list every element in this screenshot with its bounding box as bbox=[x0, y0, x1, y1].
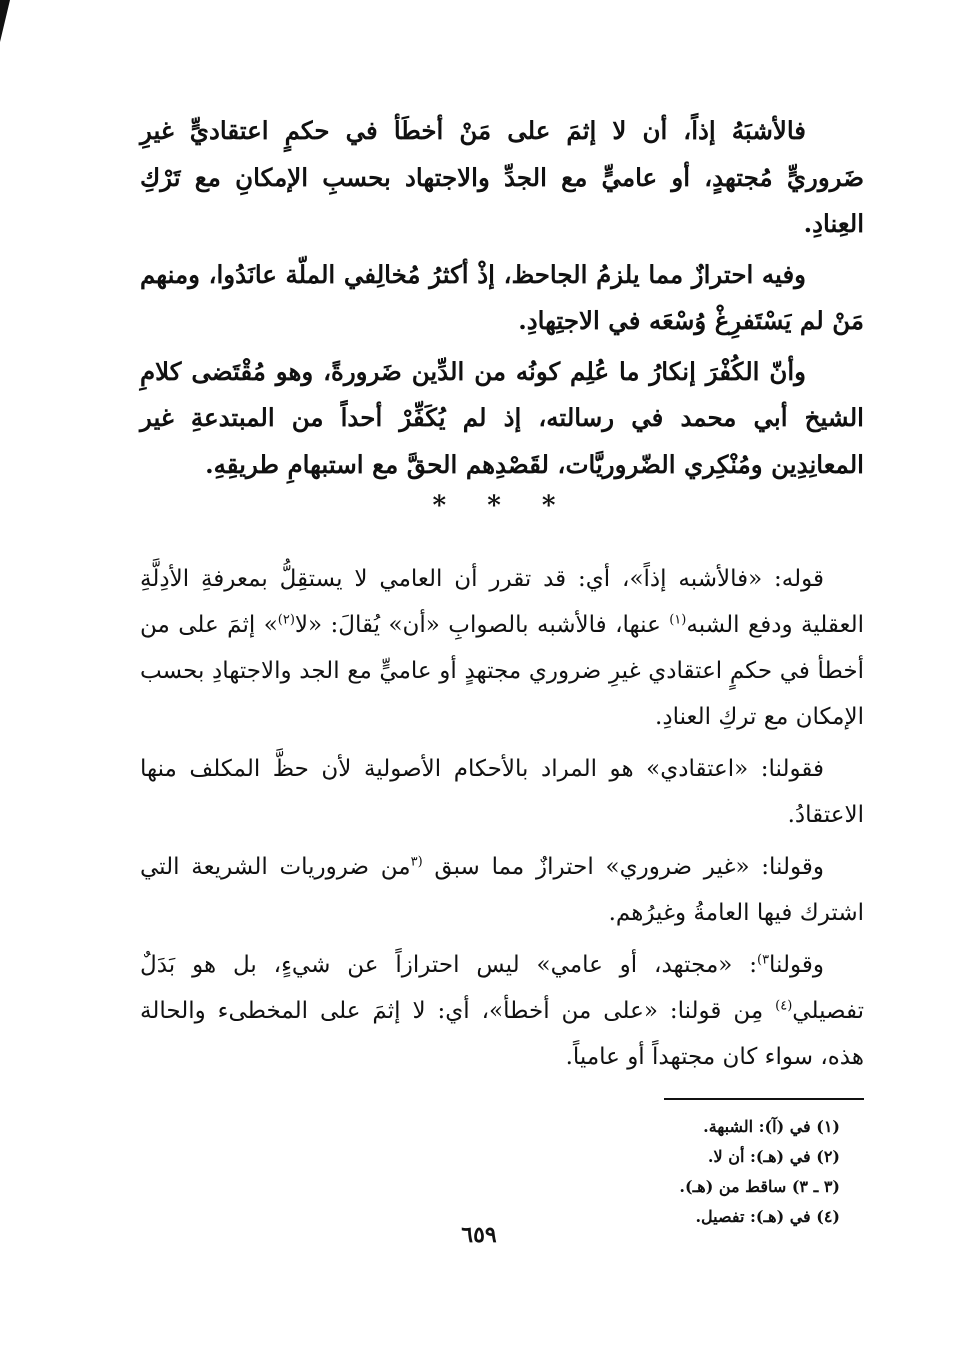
section-separator: * * * bbox=[432, 491, 572, 521]
footnote-1: (١) في (آ): الشبهة. bbox=[703, 1117, 840, 1136]
sharh-text bbox=[140, 556, 864, 1080]
footnote-4: (٤) في (هـ): تفصيل. bbox=[695, 1207, 840, 1226]
footnote-ref-3-start: (٣ bbox=[410, 854, 423, 870]
matn-paragraph-2: وفيه احترازٌ مما يلزمُ الجاحظ، إذْ أكثرُ مُخالِفي الملّة عانَدُوا، ومنهم مَنْ لم يَسْتَفرِغْ وُسْعَه في الاجتِهادِ. bbox=[140, 259, 864, 335]
footnote-ref-2: (٢) bbox=[277, 612, 295, 628]
sharh-p4-part-a: وقولنا bbox=[769, 952, 824, 978]
footnotes bbox=[140, 1112, 864, 1232]
sharh-paragraph-2: فقولنا: «اعتقادي» هو المراد بالأحكام الأصولية لأن حظَّ المكلف منها الاعتقادُ. bbox=[140, 756, 864, 828]
sharh-p3-part-b: من ضروريات الشريعة التي اشترك فيها العامةُ وغيرُهم. bbox=[140, 854, 864, 926]
matn-paragraph-1: فالأشبَهُ إذاً، أن لا إثمَ على مَنْ أخطَأ في حكمٍ اعتقاديٍّ غيرِ ضَروريٍّ مُجتهدٍ، أو عاميٍّ مع الجدِّ والاجتهاد بحسبِ الإمكانِ مع تَرْكِ العِنادِ. bbox=[140, 116, 864, 238]
corner-mark bbox=[0, 0, 16, 42]
footnote-2: (٢) في (هـ): أن لا. bbox=[707, 1147, 840, 1166]
sharh-p3-part-a: وقولنا: «غير ضروري» احترازٌ مما سبق bbox=[422, 854, 824, 880]
sharh-p1-part-c: » إثمَ على من أخطأ في حكمٍ اعتقادي غيرِ ضروري مجتهدٍ أو عاميٍّ مع الجد والاجتهادِ بحسب الإمكان مع تركِ العنادِ. bbox=[140, 612, 864, 730]
footnote-ref-3-end: ٣) bbox=[756, 952, 770, 968]
footnote-divider bbox=[664, 1098, 864, 1100]
sharh-p1-part-a: قوله: «فالأشبه إذاً»، أي: قد تقرر أن العامي لا يستقِلُّ بمعرفةِ الأدِلَّةِ العقلية ودفع الشبه bbox=[140, 566, 864, 638]
footnote-ref-4: (٤) bbox=[775, 998, 793, 1014]
footnote-ref-1: (١) bbox=[669, 612, 687, 628]
footnote-3: (٣ ـ ٣) ساقط من (هـ). bbox=[679, 1177, 840, 1196]
matn-text bbox=[140, 108, 864, 488]
sharh-paragraph-4 bbox=[140, 942, 864, 1080]
page-body bbox=[140, 108, 864, 1232]
sharh-p1-part-b: عنها، فالأشبه بالصوابِ «أن» يُقالَ: «لا bbox=[294, 612, 670, 638]
sharh-p4-part-c: مِن قولنا: «على من أخطأ»، أي: لا إثمَ على المخطىء والحالة هذه، سواء كان مجتهداً أو عامياً. bbox=[140, 998, 864, 1070]
matn-paragraph-3: وأنّ الكُفْرَ إنكارُ ما عُلِم كونُه من الدِّين ضَرورةً، وهو مُقْتَضى كلامِ الشيخ أبي محمد في رسالته، إذ لم يُكَفِّرْ أحداً من المبتدعةِ غير المعانِدِين ومُنْكِري الضّروريَّات، لقَصْدِهم الحقَّ مع استبهامِ طريقِهِ. bbox=[140, 356, 864, 479]
sharh-paragraph-3 bbox=[140, 844, 864, 936]
sharh-p4-part-b: : «مجتهد، أو عامي» ليس احترازاً عن شيءٍ، بل هو بَدَلٌ تفصيلي bbox=[140, 952, 864, 1024]
sharh-paragraph-1 bbox=[140, 556, 864, 740]
page-number: ٦٥٩ bbox=[461, 1222, 497, 1248]
